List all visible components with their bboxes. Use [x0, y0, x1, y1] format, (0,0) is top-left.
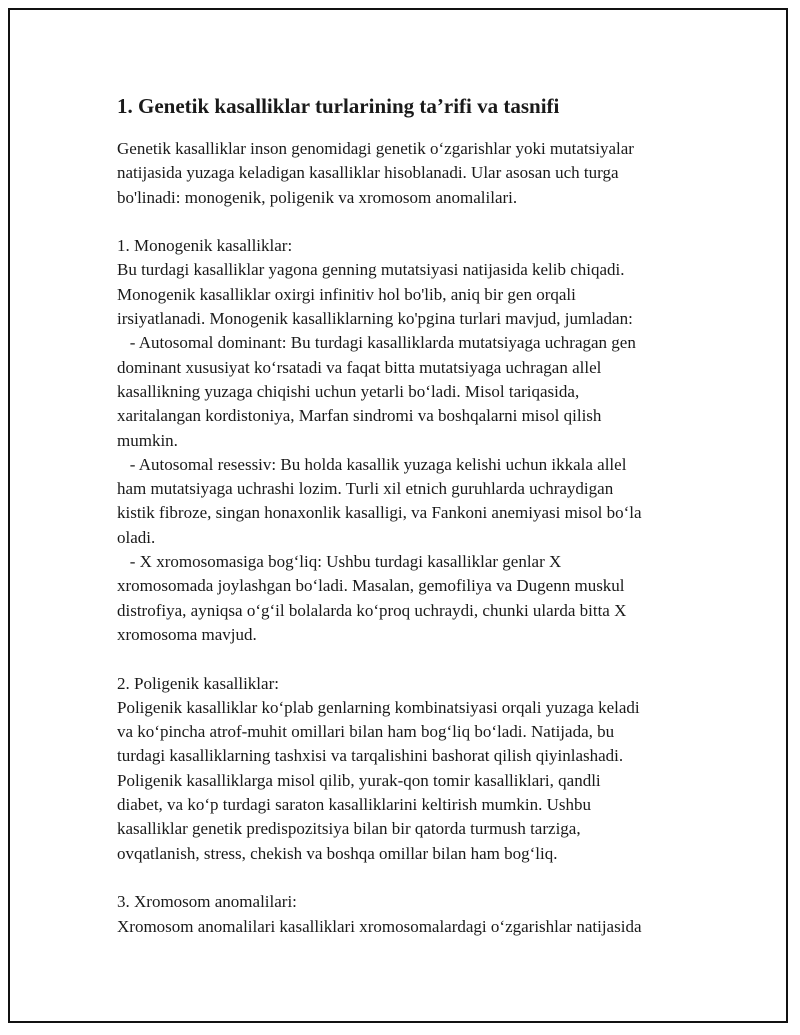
text-line: oladi.	[117, 527, 156, 547]
document-title: 1. Genetik kasalliklar turlarining ta’rifi va tasnifi	[117, 94, 560, 118]
text-line: Poligenik kasalliklarga misol qilib, yurak-qon tomir kasalliklari, qandli	[117, 770, 601, 790]
text-line: mumkin.	[117, 430, 178, 450]
document-text	[117, 137, 697, 939]
text-line: xaritalangan kordistoniya, Marfan sindromi va boshqalarni misol qilish	[117, 406, 602, 426]
document-body	[117, 92, 697, 939]
text-line: xromosomada joylashgan bo‘ladi. Masalan, gemofiliya va Dugenn muskul	[117, 576, 625, 596]
text-line: kistik fibroze, singan honaxonlik kasalligi, va Fankoni anemiyasi misol bo‘la	[117, 503, 642, 523]
blank-line	[117, 210, 697, 234]
text-line: - X xromosomasiga bog‘liq: Ushbu turdagi kasalliklar genlar X	[117, 552, 562, 572]
text-line: va ko‘pincha atrof-muhit omillari bilan ham bog‘liq bo‘ladi. Natijada, bu	[117, 722, 615, 742]
text-line: ovqatlanish, stress, chekish va boshqa omillar bilan ham bog‘liq.	[117, 843, 558, 863]
text-line: bo'linadi: monogenik, poligenik va xromosom anomalilari.	[117, 187, 518, 207]
text-line: Xromosom anomalilari kasalliklari xromosomalardagi o‘zgarishlar natijasida	[117, 916, 642, 936]
text-line: turdagi kasalliklarning tashxisi va tarqalishini bashorat qilish qiyinlashadi.	[117, 746, 624, 766]
blank-line	[117, 866, 697, 890]
text-line: 1. Monogenik kasalliklar:	[117, 236, 293, 256]
text-line: - Autosomal dominant: Bu turdagi kasalliklarda mutatsiyaga uchragan gen	[117, 333, 636, 353]
text-line: kasallikning yuzaga chiqishi uchun yetarli bo‘ladi. Misol tariqasida,	[117, 381, 580, 401]
text-line: Poligenik kasalliklar ko‘plab genlarning kombinatsiyasi orqali yuzaga keladi	[117, 697, 640, 717]
text-line: dominant xususiyat ko‘rsatadi va faqat bitta mutatsiyaga uchragan allel	[117, 357, 602, 377]
text-line: irsiyatlanadi. Monogenik kasalliklarning ko'pgina turlari mavjud, jumladan:	[117, 309, 633, 329]
text-line: Genetik kasalliklar inson genomidagi genetik o‘zgarishlar yoki mutatsiyalar	[117, 139, 634, 158]
text-line: Bu turdagi kasalliklar yagona genning mutatsiyasi natijasida kelib chiqadi.	[117, 260, 625, 280]
text-line: 2. Poligenik kasalliklar:	[117, 673, 279, 693]
text-line: 3. Xromosom anomalilari:	[117, 892, 297, 912]
text-line: kasalliklar genetik predispozitsiya bilan bir qatorda turmush tarziga,	[117, 819, 581, 839]
text-line: Monogenik kasalliklar oxirgi infinitiv hol bo'lib, aniq bir gen orqali	[117, 284, 576, 304]
text-line: - Autosomal resessiv: Bu holda kasallik yuzaga kelishi uchun ikkala allel	[117, 454, 627, 474]
text-line: xromosoma mavjud.	[117, 624, 257, 644]
text-line: distrofiya, ayniqsa o‘g‘il bolalarda ko‘proq uchraydi, chunki ularda bitta X	[117, 600, 627, 620]
text-line: natijasida yuzaga keladigan kasalliklar hisoblanadi. Ular asosan uch turga	[117, 163, 619, 183]
blank-line	[117, 647, 697, 671]
text-line: diabet, va ko‘p turdagi saraton kasalliklarini keltirish mumkin. Ushbu	[117, 795, 592, 815]
text-line: ham mutatsiyaga uchrashi lozim. Turli xil etnich guruhlarda uchraydigan	[117, 479, 614, 499]
